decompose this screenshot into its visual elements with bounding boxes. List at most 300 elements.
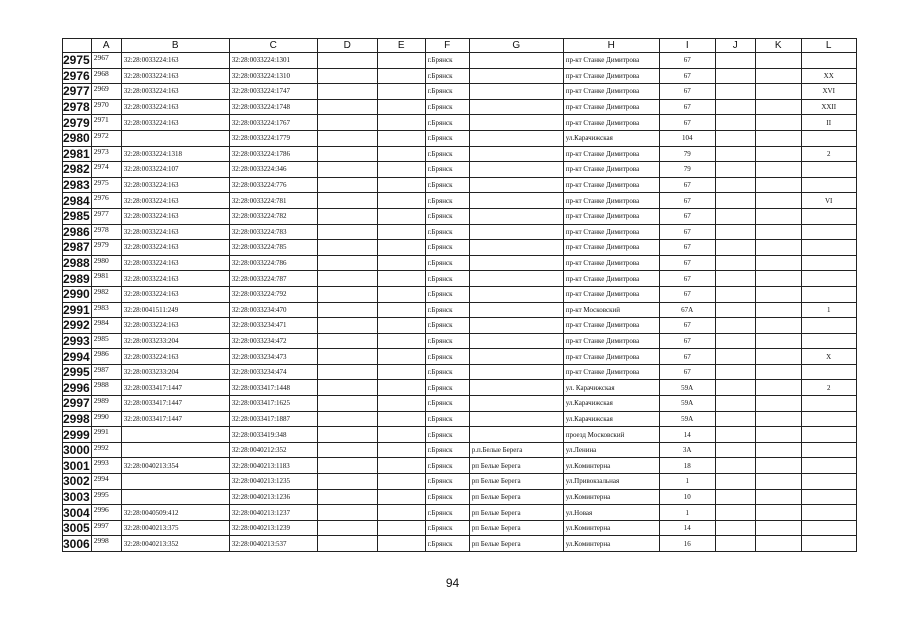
cell-l[interactable] [801,177,856,193]
cell-g[interactable]: рп Белые Берега [469,520,563,536]
cell-a[interactable]: 2969 [91,84,121,100]
cell-j[interactable] [715,208,755,224]
cell-b[interactable]: 32:28:0033224:163 [121,255,229,271]
cell-e[interactable] [377,255,425,271]
row-number[interactable]: 2982 [63,162,90,177]
cell-h[interactable]: пр-кт Станке Димитрова [563,349,659,365]
row-number[interactable]: 2975 [63,53,90,68]
cell-d[interactable] [317,240,377,256]
cell-h[interactable]: пр-кт Станке Димитрова [563,208,659,224]
cell-d[interactable] [317,193,377,209]
cell-d[interactable] [317,162,377,178]
cell-f[interactable]: г.Брянск [425,520,469,536]
cell-j[interactable] [715,505,755,521]
cell-e[interactable] [377,380,425,396]
cell-g[interactable] [469,333,563,349]
cell-b[interactable]: 32:28:0033224:163 [121,208,229,224]
cell-g[interactable] [469,208,563,224]
cell-i[interactable]: 67 [659,255,715,271]
cell-g[interactable] [469,427,563,443]
cell-k[interactable] [755,474,801,490]
cell-f[interactable]: г.Брянск [425,146,469,162]
cell-a[interactable]: 2980 [91,255,121,271]
cell-b[interactable]: 32:28:0033224:163 [121,271,229,287]
cell-i[interactable]: 14 [659,520,715,536]
cell-h[interactable]: пр-кт Станке Димитрова [563,177,659,193]
cell-i[interactable]: 67 [659,115,715,131]
cell-i[interactable]: 67 [659,318,715,334]
cell-j[interactable] [715,302,755,318]
cell-d[interactable] [317,442,377,458]
row-number[interactable]: 2997 [63,396,90,411]
cell-c[interactable]: 32:28:0033234:473 [229,349,317,365]
cell-f[interactable]: г.Брянск [425,302,469,318]
cell-d[interactable] [317,520,377,536]
row-number[interactable]: 2979 [63,115,90,130]
cell-k[interactable] [755,458,801,474]
cell-h[interactable]: ул. Карачижская [563,380,659,396]
cell-c[interactable]: 32:28:0033417:1625 [229,396,317,412]
cell-f[interactable]: г.Брянск [425,536,469,552]
cell-c[interactable]: 32:28:0033224:782 [229,208,317,224]
row-number[interactable]: 2983 [63,178,90,193]
cell-b[interactable]: 32:28:0033224:1318 [121,146,229,162]
cell-b[interactable] [121,442,229,458]
cell-b[interactable]: 32:28:0033224:163 [121,318,229,334]
cell-b[interactable]: 32:28:0040509:412 [121,505,229,521]
cell-b[interactable] [121,489,229,505]
row-number[interactable]: 2981 [63,146,90,161]
row-number[interactable]: 2989 [63,271,90,286]
cell-e[interactable] [377,193,425,209]
cell-j[interactable] [715,84,755,100]
cell-c[interactable]: 32:28:0033234:472 [229,333,317,349]
row-number[interactable]: 2976 [63,68,90,83]
row-number[interactable]: 2993 [63,333,90,348]
cell-g[interactable] [469,130,563,146]
cell-e[interactable] [377,505,425,521]
cell-c[interactable]: 32:28:0033224:787 [229,271,317,287]
cell-h[interactable]: ул.Карачижская [563,130,659,146]
cell-g[interactable] [469,271,563,287]
cell-g[interactable] [469,115,563,131]
cell-c[interactable]: 32:28:0040213:537 [229,536,317,552]
cell-d[interactable] [317,458,377,474]
cell-g[interactable] [469,318,563,334]
row-number[interactable]: 2985 [63,209,90,224]
cell-g[interactable] [469,84,563,100]
column-header-a[interactable]: A [91,39,121,53]
cell-b[interactable]: 32:28:0033224:107 [121,162,229,178]
cell-e[interactable] [377,349,425,365]
cell-a[interactable]: 2974 [91,162,121,178]
cell-j[interactable] [715,286,755,302]
row-number[interactable]: 2995 [63,365,90,380]
cell-c[interactable]: 32:28:0033224:783 [229,224,317,240]
cell-h[interactable]: ул.Привокзальная [563,474,659,490]
cell-b[interactable]: 32:28:0033233:204 [121,333,229,349]
cell-i[interactable]: 16 [659,536,715,552]
cell-e[interactable] [377,396,425,412]
cell-l[interactable] [801,489,856,505]
cell-f[interactable]: г.Брянск [425,130,469,146]
cell-b[interactable]: 32:28:0033224:163 [121,115,229,131]
cell-i[interactable]: 59А [659,411,715,427]
cell-a[interactable]: 2975 [91,177,121,193]
cell-f[interactable]: г.Брянск [425,489,469,505]
cell-c[interactable]: 32:28:0033224:1301 [229,53,317,69]
column-header-f[interactable]: F [425,39,469,53]
cell-l[interactable] [801,240,856,256]
cell-h[interactable]: пр-кт Станке Димитрова [563,99,659,115]
cell-j[interactable] [715,271,755,287]
cell-b[interactable]: 32:28:0033224:163 [121,240,229,256]
cell-e[interactable] [377,536,425,552]
cell-e[interactable] [377,84,425,100]
cell-k[interactable] [755,193,801,209]
row-number[interactable]: 2988 [63,256,90,271]
cell-k[interactable] [755,208,801,224]
cell-b[interactable] [121,130,229,146]
cell-l[interactable] [801,130,856,146]
cell-f[interactable]: г.Брянск [425,99,469,115]
cell-f[interactable]: г.Брянск [425,411,469,427]
cell-j[interactable] [715,177,755,193]
cell-l[interactable] [801,411,856,427]
cell-c[interactable]: 32:28:0033224:1786 [229,146,317,162]
cell-f[interactable]: г.Брянск [425,53,469,69]
row-number[interactable]: 3003 [63,489,90,504]
row-number[interactable]: 3005 [63,521,90,536]
cell-c[interactable]: 32:28:0033417:1448 [229,380,317,396]
cell-d[interactable] [317,411,377,427]
cell-i[interactable]: 67 [659,99,715,115]
cell-a[interactable]: 2973 [91,146,121,162]
cell-g[interactable] [469,364,563,380]
cell-a[interactable]: 2998 [91,536,121,552]
cell-d[interactable] [317,115,377,131]
cell-a[interactable]: 2987 [91,364,121,380]
cell-c[interactable]: 32:28:0033234:470 [229,302,317,318]
cell-k[interactable] [755,255,801,271]
cell-i[interactable]: 67 [659,286,715,302]
cell-k[interactable] [755,224,801,240]
cell-k[interactable] [755,489,801,505]
cell-j[interactable] [715,396,755,412]
cell-k[interactable] [755,146,801,162]
cell-i[interactable]: 67 [659,208,715,224]
cell-j[interactable] [715,474,755,490]
cell-b[interactable]: 32:28:0040213:354 [121,458,229,474]
row-number[interactable]: 2978 [63,100,90,115]
cell-i[interactable]: 67 [659,333,715,349]
row-number[interactable]: 2999 [63,427,90,442]
cell-k[interactable] [755,115,801,131]
cell-f[interactable]: г.Брянск [425,458,469,474]
cell-f[interactable]: г.Брянск [425,271,469,287]
cell-i[interactable]: 67 [659,349,715,365]
cell-d[interactable] [317,427,377,443]
cell-i[interactable]: 59А [659,380,715,396]
cell-g[interactable] [469,302,563,318]
cell-g[interactable]: рп Белые Берега [469,536,563,552]
cell-k[interactable] [755,240,801,256]
cell-k[interactable] [755,536,801,552]
cell-l[interactable] [801,162,856,178]
cell-g[interactable] [469,193,563,209]
cell-k[interactable] [755,177,801,193]
cell-h[interactable]: пр-кт Станке Димитрова [563,333,659,349]
cell-g[interactable] [469,146,563,162]
cell-e[interactable] [377,208,425,224]
cell-i[interactable]: 3А [659,442,715,458]
cell-c[interactable]: 32:28:0033224:792 [229,286,317,302]
cell-j[interactable] [715,442,755,458]
cell-e[interactable] [377,162,425,178]
cell-e[interactable] [377,458,425,474]
cell-l[interactable] [801,505,856,521]
cell-k[interactable] [755,380,801,396]
cell-l[interactable] [801,458,856,474]
cell-j[interactable] [715,458,755,474]
cell-i[interactable]: 67 [659,68,715,84]
cell-l[interactable] [801,364,856,380]
cell-c[interactable]: 32:28:0040213:1236 [229,489,317,505]
cell-j[interactable] [715,240,755,256]
cell-e[interactable] [377,224,425,240]
cell-h[interactable]: пр-кт Станке Димитрова [563,255,659,271]
cell-a[interactable]: 2991 [91,427,121,443]
cell-d[interactable] [317,99,377,115]
cell-d[interactable] [317,224,377,240]
cell-d[interactable] [317,364,377,380]
cell-d[interactable] [317,286,377,302]
cell-h[interactable]: ул.Ленина [563,442,659,458]
cell-c[interactable]: 32:28:0040213:1183 [229,458,317,474]
cell-a[interactable]: 2978 [91,224,121,240]
cell-d[interactable] [317,536,377,552]
cell-j[interactable] [715,115,755,131]
row-number[interactable]: 2987 [63,240,90,255]
cell-b[interactable]: 32:28:0033233:204 [121,364,229,380]
cell-l[interactable] [801,255,856,271]
cell-a[interactable]: 2977 [91,208,121,224]
cell-d[interactable] [317,146,377,162]
cell-c[interactable]: 32:28:0033224:1747 [229,84,317,100]
cell-g[interactable] [469,380,563,396]
cell-l[interactable]: 2 [801,146,856,162]
cell-g[interactable] [469,53,563,69]
cell-g[interactable] [469,162,563,178]
row-number[interactable]: 2991 [63,302,90,317]
cell-k[interactable] [755,442,801,458]
cell-i[interactable]: 18 [659,458,715,474]
cell-g[interactable] [469,255,563,271]
cell-k[interactable] [755,349,801,365]
cell-k[interactable] [755,333,801,349]
row-number[interactable]: 2998 [63,411,90,426]
cell-e[interactable] [377,411,425,427]
cell-i[interactable]: 10 [659,489,715,505]
cell-k[interactable] [755,286,801,302]
cell-b[interactable]: 32:28:0033224:163 [121,53,229,69]
cell-b[interactable]: 32:28:0033224:163 [121,286,229,302]
cell-k[interactable] [755,302,801,318]
column-header-d[interactable]: D [317,39,377,53]
cell-d[interactable] [317,349,377,365]
cell-d[interactable] [317,489,377,505]
cell-l[interactable] [801,224,856,240]
cell-i[interactable]: 67 [659,224,715,240]
cell-b[interactable]: 32:28:0033417:1447 [121,411,229,427]
cell-f[interactable]: г.Брянск [425,286,469,302]
cell-k[interactable] [755,411,801,427]
cell-h[interactable]: пр-кт Станке Димитрова [563,364,659,380]
cell-k[interactable] [755,364,801,380]
row-number[interactable]: 2984 [63,193,90,208]
cell-g[interactable]: р.п.Белые Берега [469,442,563,458]
cell-f[interactable]: г.Брянск [425,68,469,84]
cell-l[interactable]: 2 [801,380,856,396]
cell-h[interactable]: пр-кт Станке Димитрова [563,53,659,69]
column-header-k[interactable]: K [755,39,801,53]
cell-c[interactable]: 32:28:0033224:776 [229,177,317,193]
cell-h[interactable]: ул.Карачижская [563,396,659,412]
cell-b[interactable]: 32:28:0033224:163 [121,68,229,84]
cell-c[interactable]: 32:28:0033419:348 [229,427,317,443]
row-number[interactable]: 3001 [63,458,90,473]
cell-a[interactable]: 2972 [91,130,121,146]
cell-e[interactable] [377,442,425,458]
cell-f[interactable]: г.Брянск [425,380,469,396]
cell-i[interactable]: 67 [659,240,715,256]
cell-g[interactable]: рп Белые Берега [469,458,563,474]
cell-d[interactable] [317,208,377,224]
cell-j[interactable] [715,53,755,69]
column-header-l[interactable]: L [801,39,856,53]
cell-k[interactable] [755,162,801,178]
cell-e[interactable] [377,333,425,349]
cell-i[interactable]: 59А [659,396,715,412]
cell-h[interactable]: пр-кт Станке Димитрова [563,193,659,209]
cell-g[interactable] [469,349,563,365]
cell-e[interactable] [377,130,425,146]
cell-j[interactable] [715,162,755,178]
row-number[interactable]: 2996 [63,380,90,395]
cell-j[interactable] [715,520,755,536]
cell-l[interactable] [801,271,856,287]
row-number[interactable]: 2986 [63,224,90,239]
cell-b[interactable]: 32:28:0033224:163 [121,99,229,115]
cell-c[interactable]: 32:28:0033224:1767 [229,115,317,131]
cell-j[interactable] [715,193,755,209]
column-header-h[interactable]: H [563,39,659,53]
cell-d[interactable] [317,84,377,100]
row-number[interactable]: 2977 [63,84,90,99]
cell-e[interactable] [377,489,425,505]
cell-h[interactable]: пр-кт Станке Димитрова [563,224,659,240]
cell-f[interactable]: г.Брянск [425,442,469,458]
cell-j[interactable] [715,146,755,162]
cell-g[interactable] [469,177,563,193]
cell-f[interactable]: г.Брянск [425,84,469,100]
row-number[interactable]: 2990 [63,287,90,302]
cell-h[interactable]: пр-кт Станке Димитрова [563,162,659,178]
cell-i[interactable]: 104 [659,130,715,146]
cell-b[interactable]: 32:28:0040213:375 [121,520,229,536]
cell-l[interactable] [801,396,856,412]
cell-a[interactable]: 2967 [91,53,121,69]
cell-h[interactable]: пр-кт Станке Димитрова [563,68,659,84]
cell-b[interactable]: 32:28:0040213:352 [121,536,229,552]
cell-f[interactable]: г.Брянск [425,162,469,178]
cell-l[interactable] [801,520,856,536]
cell-a[interactable]: 2968 [91,68,121,84]
cell-i[interactable]: 67 [659,364,715,380]
cell-a[interactable]: 2995 [91,489,121,505]
column-header-c[interactable]: C [229,39,317,53]
row-number[interactable]: 2994 [63,349,90,364]
cell-h[interactable]: пр-кт Станке Димитрова [563,84,659,100]
row-number[interactable]: 3006 [63,536,90,551]
cell-j[interactable] [715,411,755,427]
cell-a[interactable]: 2971 [91,115,121,131]
cell-j[interactable] [715,99,755,115]
cell-l[interactable] [801,53,856,69]
cell-e[interactable] [377,271,425,287]
column-header-i[interactable]: I [659,39,715,53]
cell-b[interactable]: 32:28:0033224:163 [121,177,229,193]
row-number[interactable]: 3004 [63,505,90,520]
cell-e[interactable] [377,146,425,162]
cell-l[interactable] [801,286,856,302]
cell-j[interactable] [715,349,755,365]
cell-j[interactable] [715,536,755,552]
cell-h[interactable]: пр-кт Станке Димитрова [563,271,659,287]
cell-c[interactable]: 32:28:0033224:346 [229,162,317,178]
cell-b[interactable] [121,427,229,443]
cell-c[interactable]: 32:28:0033224:1310 [229,68,317,84]
cell-f[interactable]: г.Брянск [425,240,469,256]
cell-a[interactable]: 2986 [91,349,121,365]
cell-k[interactable] [755,505,801,521]
cell-k[interactable] [755,318,801,334]
cell-k[interactable] [755,271,801,287]
cell-j[interactable] [715,130,755,146]
cell-d[interactable] [317,396,377,412]
cell-j[interactable] [715,364,755,380]
cell-a[interactable]: 2994 [91,474,121,490]
cell-i[interactable]: 67А [659,302,715,318]
cell-f[interactable]: г.Брянск [425,255,469,271]
column-header-e[interactable]: E [377,39,425,53]
cell-k[interactable] [755,520,801,536]
cell-f[interactable]: г.Брянск [425,115,469,131]
cell-d[interactable] [317,318,377,334]
cell-l[interactable] [801,427,856,443]
cell-f[interactable]: г.Брянск [425,396,469,412]
column-header-j[interactable]: J [715,39,755,53]
cell-c[interactable]: 32:28:0040212:352 [229,442,317,458]
cell-l[interactable]: XX [801,68,856,84]
cell-h[interactable]: ул.Коминтерна [563,520,659,536]
cell-b[interactable]: 32:28:0033224:163 [121,224,229,240]
cell-j[interactable] [715,489,755,505]
cell-f[interactable]: г.Брянск [425,427,469,443]
cell-i[interactable]: 67 [659,271,715,287]
cell-j[interactable] [715,68,755,84]
cell-f[interactable]: г.Брянск [425,208,469,224]
